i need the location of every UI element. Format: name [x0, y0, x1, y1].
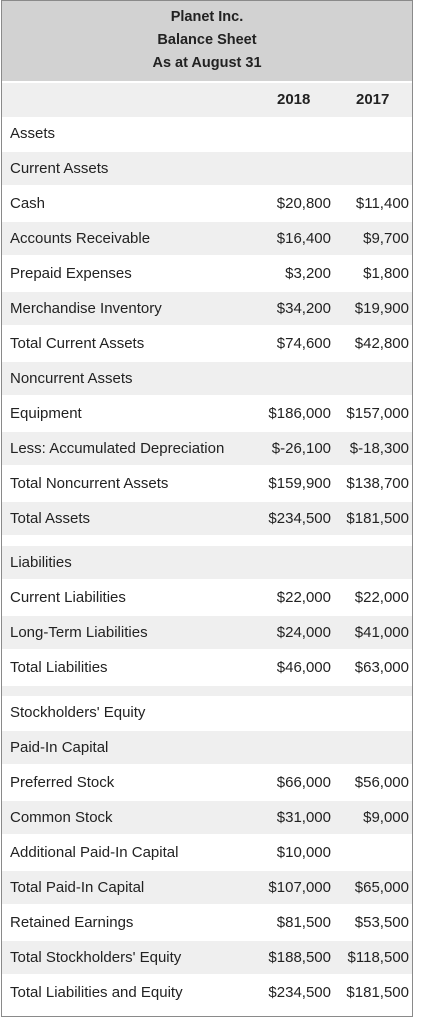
row-label: Additional Paid-In Capital: [10, 844, 179, 861]
row-label: Total Liabilities: [10, 659, 108, 676]
row-label: Total Liabilities and Equity: [10, 984, 183, 1001]
value-2018: $22,000: [276, 589, 331, 606]
row-label: Retained Earnings: [10, 914, 134, 931]
balance-sheet-table: [1, 0, 413, 1017]
value-2018: $3,200: [285, 265, 331, 282]
value-2017: $63,000: [354, 659, 409, 676]
company-name: Planet Inc.: [170, 9, 244, 25]
value-2017: $19,900: [354, 300, 409, 317]
statement-title: Balance Sheet: [157, 32, 257, 48]
value-2017: $-18,300: [349, 440, 409, 457]
value-2018: $186,000: [268, 405, 331, 422]
column-header-2017: 2017: [356, 91, 390, 108]
table-row: [2, 397, 412, 430]
column-header-row: [2, 83, 412, 117]
value-2018: $188,500: [268, 949, 331, 966]
table-row: [2, 432, 412, 465]
row-label: Assets: [10, 125, 56, 142]
table-row: [2, 836, 412, 869]
row-label: Total Noncurrent Assets: [10, 475, 169, 492]
value-2017: $56,000: [354, 774, 409, 791]
table-row: [2, 222, 412, 255]
table-row: [2, 187, 412, 220]
value-2018: $31,000: [276, 809, 331, 826]
value-2018: $46,000: [276, 659, 331, 676]
statement-date: As at August 31: [152, 55, 262, 71]
row-label: Current Liabilities: [10, 589, 126, 606]
row-label: Preferred Stock: [10, 774, 115, 791]
table-row: [2, 696, 412, 729]
table-row: [2, 327, 412, 360]
row-label: Prepaid Expenses: [10, 265, 132, 282]
row-label: Stockholders' Equity: [10, 704, 146, 721]
value-2017: $157,000: [346, 405, 409, 422]
value-2018: $81,500: [276, 914, 331, 931]
table-header: [2, 1, 412, 81]
table-row: [2, 941, 412, 974]
row-label: Total Assets: [10, 510, 91, 527]
value-2018: $24,000: [276, 624, 331, 641]
row-label: Paid-In Capital: [10, 739, 109, 756]
row-label: Total Stockholders' Equity: [10, 949, 182, 966]
value-2018: $34,200: [276, 300, 331, 317]
table-row: [2, 906, 412, 939]
table-row: [2, 581, 412, 614]
value-2017: $65,000: [354, 879, 409, 896]
row-label: Less: Accumulated Depreciation: [10, 440, 225, 457]
value-2017: $53,500: [354, 914, 409, 931]
value-2017: $1,800: [363, 265, 409, 282]
column-header-2018: 2018: [277, 91, 311, 108]
spacer-row: [2, 686, 412, 696]
row-label: Noncurrent Assets: [10, 370, 133, 387]
row-label: Cash: [10, 195, 46, 212]
table-row: [2, 117, 412, 150]
row-label: Merchandise Inventory: [10, 300, 162, 317]
value-2017: $138,700: [346, 475, 409, 492]
table-row: [2, 651, 412, 684]
row-label: Common Stock: [10, 809, 113, 826]
table-row: [2, 766, 412, 799]
table-row: [2, 467, 412, 500]
value-2018: $159,900: [268, 475, 331, 492]
row-label: Liabilities: [10, 554, 72, 571]
value-2018: $20,800: [276, 195, 331, 212]
value-2018: $74,600: [276, 335, 331, 352]
table-row: [2, 616, 412, 649]
value-2017: $9,700: [363, 230, 409, 247]
value-2017: $42,800: [354, 335, 409, 352]
table-row: [2, 871, 412, 904]
value-2018: $107,000: [268, 879, 331, 896]
value-2017: $22,000: [354, 589, 409, 606]
value-2018: $-26,100: [271, 440, 331, 457]
row-label: Total Current Assets: [10, 335, 145, 352]
value-2017: $9,000: [363, 809, 409, 826]
value-2017: $118,500: [347, 949, 409, 966]
value-2017: $11,400: [355, 195, 409, 212]
value-2018: $234,500: [268, 984, 331, 1001]
table-row: [2, 152, 412, 185]
row-label: Equipment: [10, 405, 82, 422]
value-2017: $181,500: [346, 510, 409, 527]
row-label: Accounts Receivable: [10, 230, 151, 247]
value-2018: $10,000: [276, 844, 331, 861]
table-row: [2, 801, 412, 834]
table-row: [2, 292, 412, 325]
value-2017: $41,000: [354, 624, 409, 641]
value-2018: $16,400: [276, 230, 331, 247]
table-row: [2, 502, 412, 535]
table-row: [2, 362, 412, 395]
table-row: [2, 731, 412, 764]
row-label: Total Paid-In Capital: [10, 879, 145, 896]
table-row: [2, 976, 412, 1009]
table-row: [2, 546, 412, 579]
row-label: Long-Term Liabilities: [10, 624, 148, 641]
value-2018: $234,500: [268, 510, 331, 527]
row-label: Current Assets: [10, 160, 109, 177]
value-2017: $181,500: [346, 984, 409, 1001]
value-2018: $66,000: [276, 774, 331, 791]
table-row: [2, 257, 412, 290]
